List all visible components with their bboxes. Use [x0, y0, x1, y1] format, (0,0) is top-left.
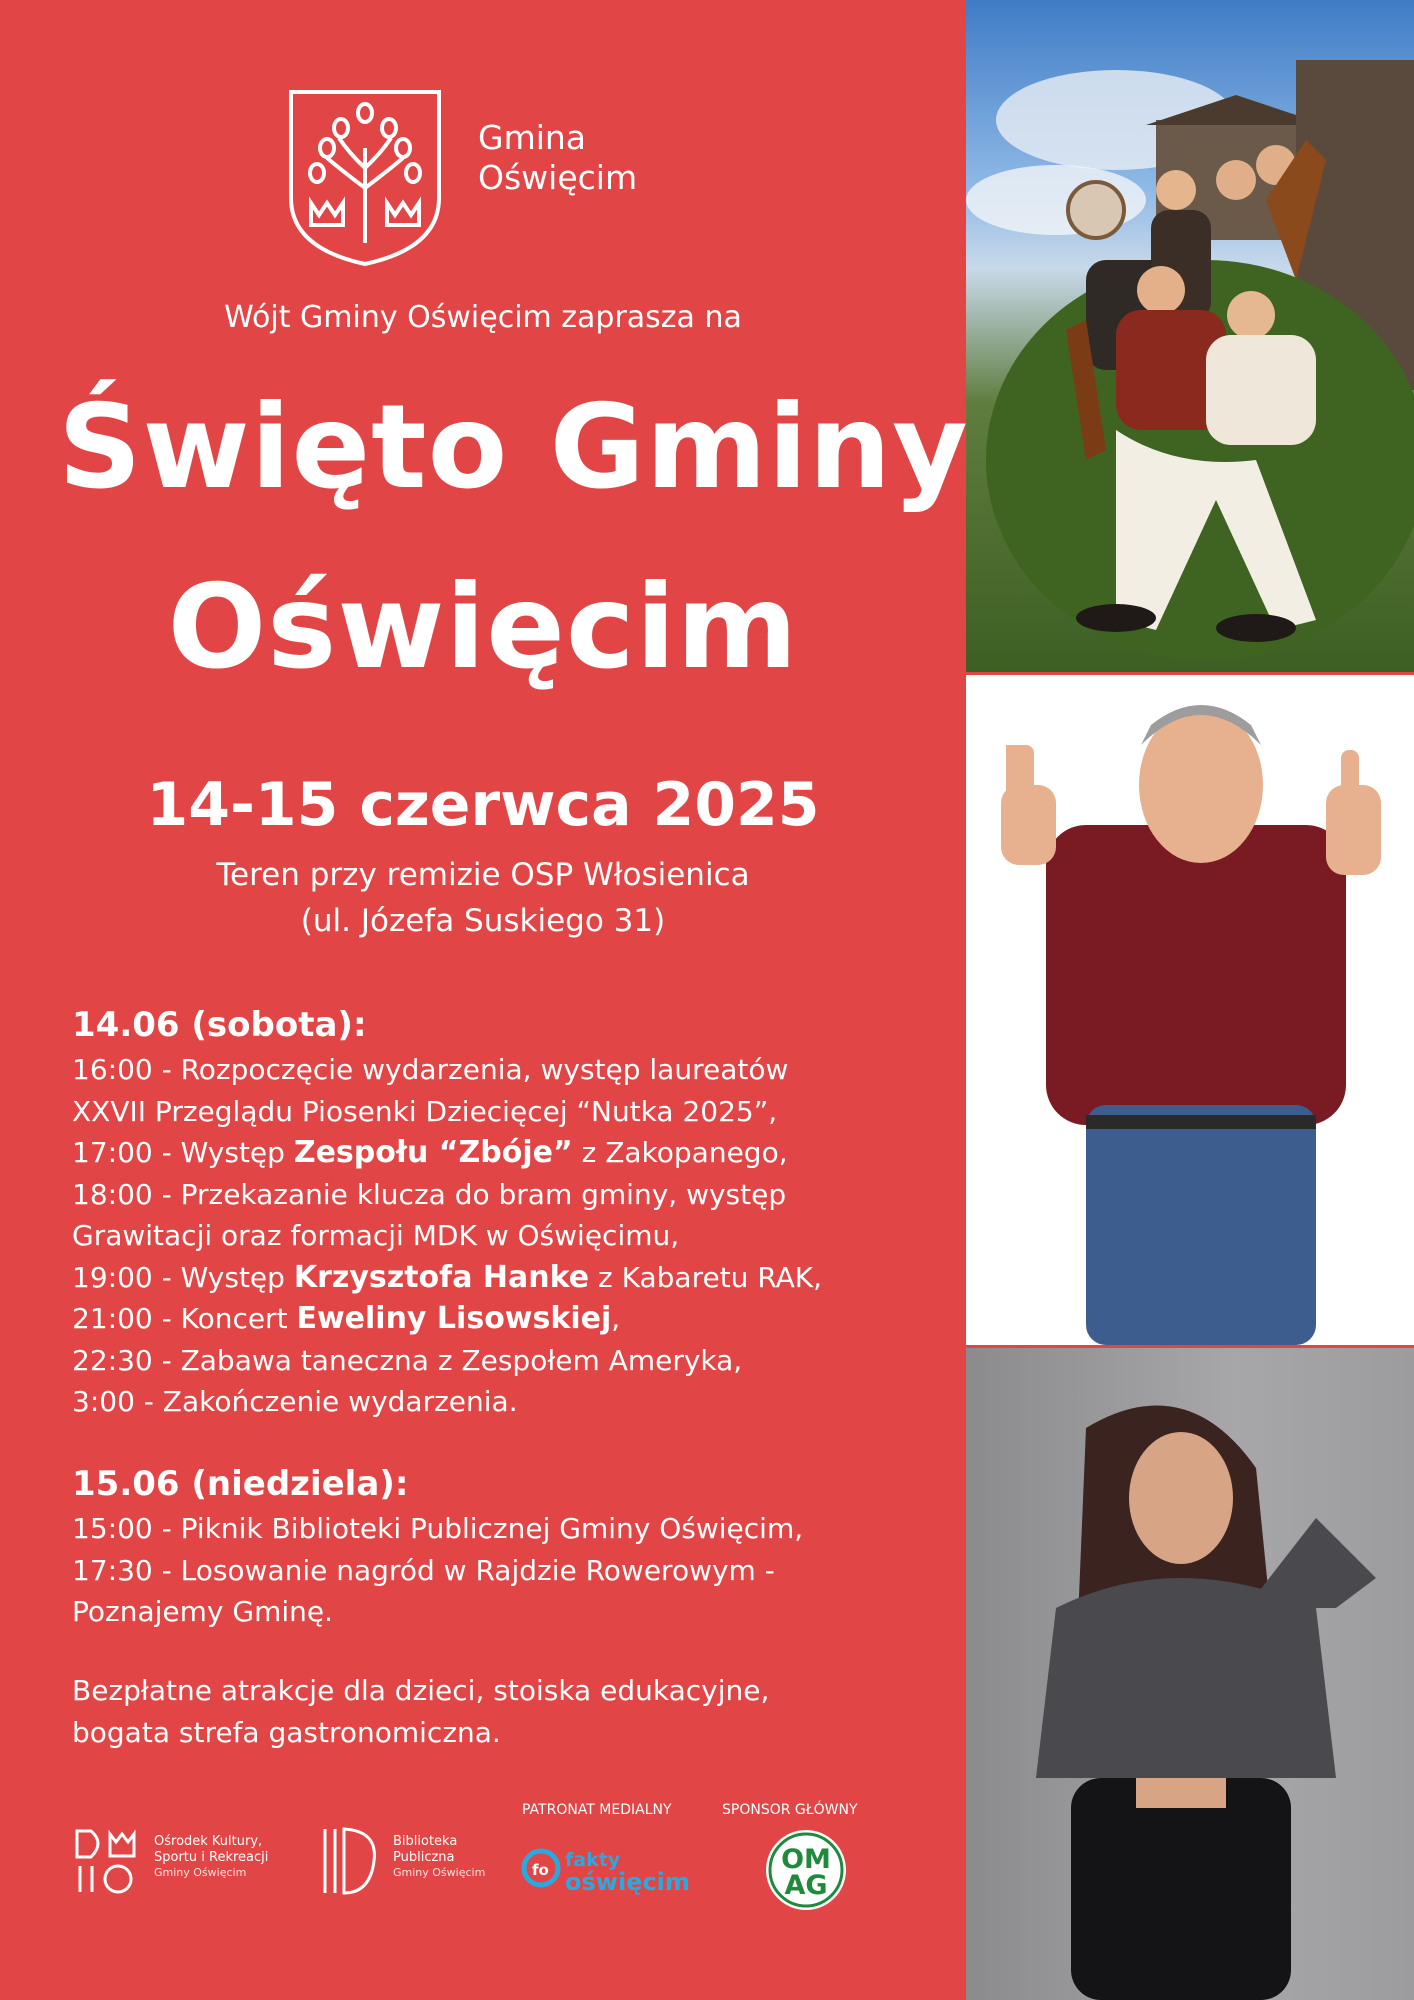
- schedule-line: 15:00 - Piknik Biblioteki Publicznej Gminy Oświęcim,: [72, 1512, 804, 1545]
- schedule-line: 18:00 - Przekazanie klucza do bram gminy, występ: [72, 1177, 787, 1211]
- patronat-label: PATRONAT MEDIALNY: [522, 1802, 672, 1818]
- gmina-logo-text: [478, 118, 637, 198]
- schedule-line: Poznajemy Gminę.: [72, 1595, 333, 1628]
- day2-heading: 15.06 (niedziela):: [72, 1464, 409, 1504]
- logo-line1: Gmina: [478, 118, 587, 157]
- okir-line2: Sportu i Rekreacji: [154, 1850, 269, 1865]
- schedule-line: 22:30 - Zabawa taneczna z Zespołem Ameryka,: [72, 1343, 743, 1377]
- schedule-text: z Zakopanego,: [572, 1136, 788, 1169]
- day1-heading: 14.06 (sobota):: [72, 1005, 367, 1045]
- venue-line1: Teren przy remizie OSP Włosienica: [216, 857, 750, 893]
- biblioteka-logo-text: [393, 1834, 485, 1880]
- extra-line2: bogata strefa gastronomiczna.: [72, 1715, 501, 1749]
- performer-name: Zespołu “Zbóje”: [293, 1135, 573, 1170]
- event-venue: [0, 852, 966, 944]
- singer-thumbs-up-photo: [966, 675, 1414, 1345]
- omag-top: OM: [781, 1844, 831, 1875]
- biblioteka-line3: Gminy Oświęcim: [393, 1866, 486, 1879]
- okir-line3: Gminy Oświęcim: [154, 1866, 247, 1879]
- venue-line2: (ul. Józefa Suskiego 31): [300, 903, 666, 939]
- fakty-top: fakty: [565, 1849, 621, 1871]
- extra-attractions: [72, 1670, 769, 1753]
- schedule-line: XXVII Przeglądu Piosenki Dziecięcej “Nutka 2025”,: [72, 1094, 778, 1128]
- event-date: 14-15 czerwca 2025: [146, 770, 820, 840]
- schedule-day1: [72, 1001, 822, 1423]
- sponsor-label: SPONSOR GŁÓWNY: [722, 1802, 858, 1818]
- fakty-bottom: oświęcim: [565, 1868, 690, 1896]
- schedule-line: [72, 1132, 822, 1174]
- band-photo: [966, 0, 1414, 672]
- biblioteka-line1: Biblioteka: [393, 1834, 458, 1849]
- event-title-line2: Oświęcim: [167, 560, 799, 695]
- logo-line2: Oświęcim: [478, 158, 638, 197]
- event-title-line1: Święto Gminy: [58, 380, 969, 515]
- schedule-line: 3:00 - Zakończenie wydarzenia.: [72, 1385, 518, 1418]
- okir-line1: Ośrodek Kultury,: [154, 1834, 263, 1849]
- biblioteka-logo-icon: [320, 1826, 380, 1896]
- schedule-text: 17:00 - Występ: [72, 1136, 294, 1169]
- okir-logo-text: [154, 1834, 268, 1880]
- schedule-line: 17:30 - Losowanie nagród w Rajdzie Rowerowym -: [72, 1553, 775, 1587]
- schedule-text: 19:00 - Występ: [72, 1260, 294, 1294]
- schedule-text: 21:00 - Koncert: [72, 1302, 297, 1335]
- omag-bottom: AG: [784, 1870, 828, 1901]
- schedule-line: [72, 1298, 822, 1340]
- biblioteka-line2: Publiczna: [393, 1850, 455, 1865]
- singer-woman-photo: [966, 1348, 1414, 2000]
- extra-line1: Bezpłatne atrakcje dla dzieci, stoiska edukacyjne,: [72, 1674, 770, 1707]
- schedule-text: ,: [611, 1302, 621, 1335]
- performer-name: Krzysztofa Hanke: [293, 1259, 590, 1295]
- schedule-line: [72, 1257, 822, 1299]
- schedule-day2: [72, 1460, 803, 1633]
- schedule-line: 16:00 - Rozpoczęcie wydarzenia, występ laureatów: [72, 1053, 789, 1086]
- performer-name: Eweliny Lisowskiej: [296, 1301, 612, 1336]
- fakty-oswiecim-logo: [521, 1840, 703, 1898]
- invite-text: Wójt Gminy Oświęcim zaprasza na: [224, 300, 742, 335]
- schedule-line: Grawitacji oraz formacji MDK w Oświęcimu,: [72, 1219, 680, 1252]
- okir-logo-icon: [74, 1826, 140, 1896]
- gmina-coat-of-arms-icon: [287, 88, 443, 268]
- omag-logo: [762, 1828, 850, 1912]
- fakty-badge: fo: [532, 1861, 549, 1879]
- schedule-text: z Kabaretu RAK,: [589, 1260, 823, 1294]
